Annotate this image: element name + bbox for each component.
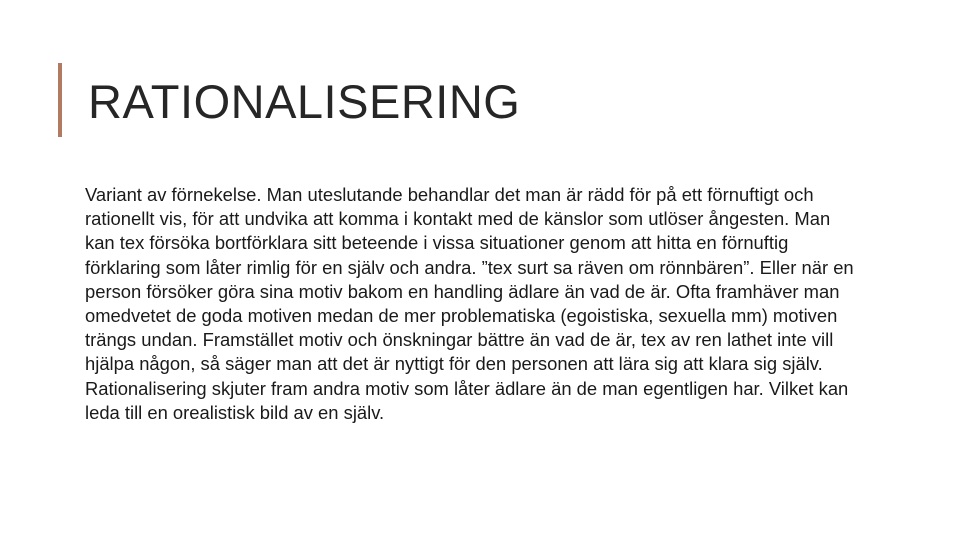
slide-body-text: Variant av förnekelse. Man uteslutande behandlar det man är rädd för på ett förnuftigt och rationellt vis, för att undvika att komma i kontakt med de känslor som utlöser ångesten. Man kan tex försöka bortförklara sitt beteende i vissa situationer genom att hitta en förnuftig förklaring som låter rimlig för en själv och andra. ”tex surt sa räven om rönnbären”. Eller när en person försöker göra sina motiv bakom en handling ädlare än vad de är. Ofta framhäver man omedvetet de goda motiven medan de mer problematiska (egoistiska, sexuella mm) motiven trängs undan. Framstället motiv och önskningar bättre än vad de är, tex av ren lathet inte vill hjälpa någon, så säger man att det är nyttigt för den personen att lära sig att klara sig själv. Rationalisering skjuter fram andra motiv som låter ädlare än de man egentligen har. Vilket kan leda till en orealistisk bild av en själv. <box>85 184 854 423</box>
slide-title: RATIONALISERING <box>88 75 521 128</box>
title-accent-bar <box>58 63 62 137</box>
